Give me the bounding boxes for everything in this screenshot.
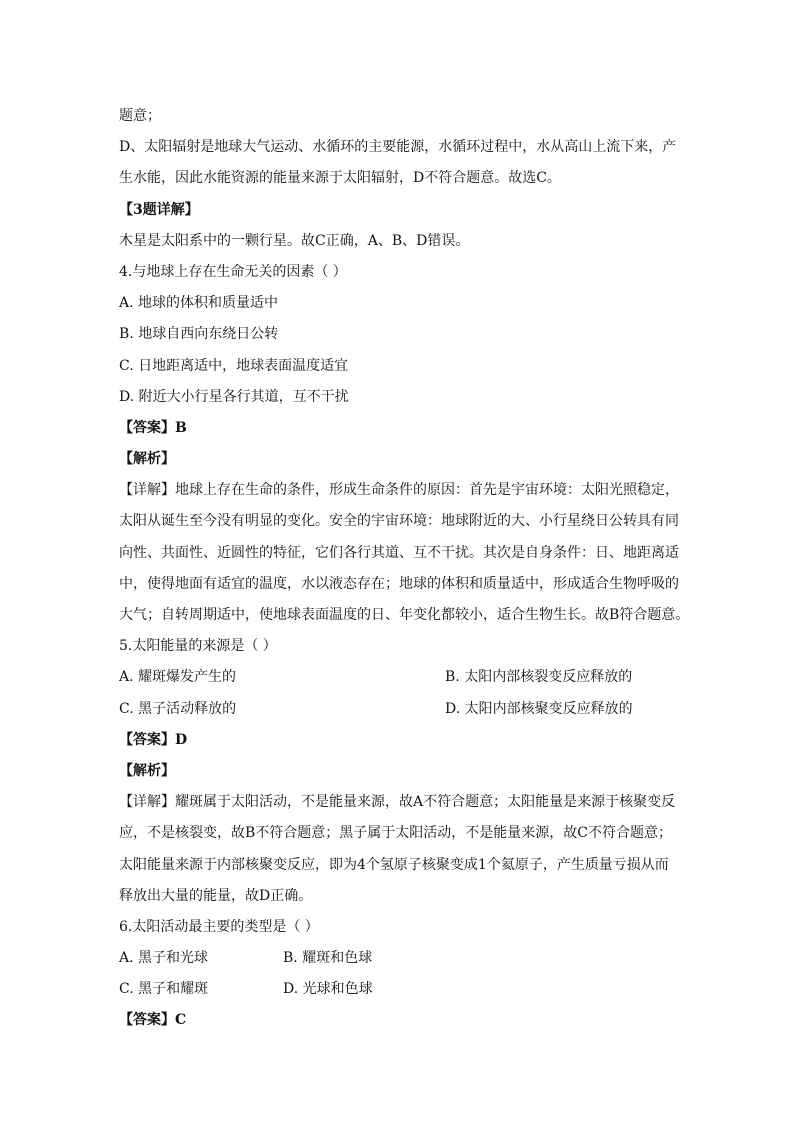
q4-option-a: A. 地球的体积和质量适中 [119,295,279,312]
q6-options-row [119,974,675,1005]
q4-analysis-heading: 【解析】 [119,451,175,468]
document-page [119,101,690,1037]
q3-explanation: 木星是太阳系中的一颗行星。故C正确，A、B、D错误。 [119,232,470,249]
q6-options-row [119,943,675,974]
q4-option-d: D. 附近大小行星各行其道，互不干扰 [119,388,349,405]
q5-answer: 【答案】D [119,731,188,748]
q4-option-b: B. 地球自西向东绕日公转 [119,326,279,343]
text-line: 生水能，因此水能资源的能量来源于太阳辐射，D不符合题意。故选C。 [119,170,561,187]
q5-option-a: A. 耀斑爆发产生的 [119,669,237,686]
q4-detail-line: 【详解】地球上存在生命的条件，形成生命条件的原因：首先是宇宙环境：太阳光照稳定， [119,482,679,499]
q5-options-row [119,694,675,725]
text-line: 题意； [119,108,161,124]
q5-option-c: C. 黑子活动释放的 [119,700,237,717]
q4-answer: 【答案】B [119,419,187,436]
q4-detail-line: 中，使得地面有适宜的温度，水以液态存在；地球的体积和质量适中，形成适合生物呼吸的 [119,575,679,592]
question-5-stem: 5.太阳能量的来源是（ ） [119,638,277,655]
q4-detail-line: 太阳从诞生至今没有明显的变化。安全的宇宙环境：地球附近的大、小行星绕日公转具有同 [119,513,679,530]
q4-detail-line: 向性、共面性、近圆性的特征，它们各行其道、互不干扰。其次是自身条件：日、地距离适 [119,544,679,561]
section-heading-q3: 【3题详解】 [119,201,199,218]
q5-options-row [119,662,675,693]
question-4-stem: 4.与地球上存在生命无关的因素（ ） [119,263,347,280]
q4-option-c: C. 日地距离适中，地球表面温度适宜 [119,357,349,374]
q5-detail-line: 太阳能量来源于内部核聚变反应，即为4个氢原子核聚变成1个氦原子，产生质量亏损从而 [119,856,669,873]
q5-detail-line: 应，不是核裂变，故B不符合题意；黑子属于太阳活动，不是能量来源，故C不符合题意； [119,825,672,842]
q5-option-b: B. 太阳内部核裂变反应释放的 [445,669,633,686]
q4-detail-line: 大气；自转周期适中，使地球表面温度的日、年变化都较小，适合生物生长。故B符合题意。 [119,607,690,623]
q5-option-d: D. 太阳内部核聚变反应释放的 [445,700,633,717]
q6-option-b: B. 耀斑和色球 [283,950,373,967]
q5-analysis-heading: 【解析】 [119,762,175,779]
q5-detail-line: 【详解】耀斑属于太阳活动，不是能量来源，故A不符合题意；太阳能量是来源于核聚变反 [119,794,676,811]
q6-option-c: C. 黑子和耀斑 [119,981,209,998]
q5-detail-line: 释放出大量的能量，故D正确。 [119,887,313,904]
q6-option-a: A. 黑子和光球 [119,950,209,967]
q6-option-d: D. 光球和色球 [283,981,373,998]
text-line: D、太阳辐射是地球大气运动、水循环的主要能源，水循环过程中，水从高山上流下来，产 [119,139,677,156]
question-6-stem: 6.太阳活动最主要的类型是（ ） [119,918,319,935]
q6-answer: 【答案】C [119,1012,187,1029]
